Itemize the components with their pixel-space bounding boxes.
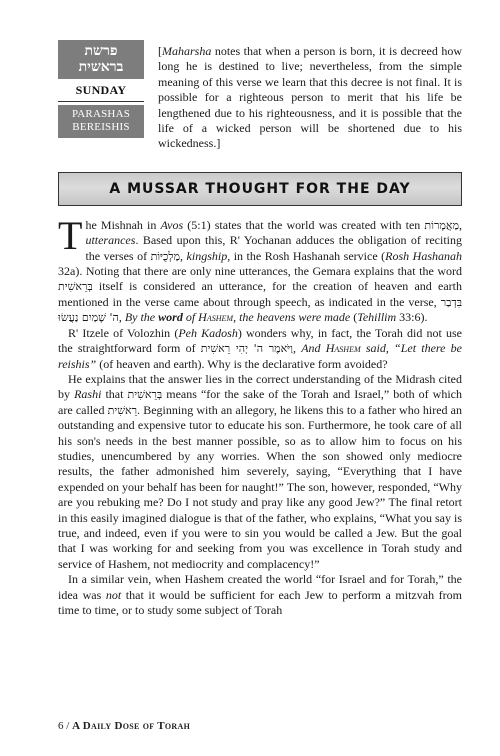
text-italic: Tehillim: [357, 310, 397, 325]
body-text: [58, 212, 463, 619]
text: . Based upon this, R' Yochanan adduces the obligation of reciting the verses of: [85, 233, 462, 263]
footer-separator: /: [63, 720, 73, 732]
text-italic: not: [105, 587, 122, 602]
text: that it would be sufficient for each Jew to perform a mitzvah from time to time, or to study some subject of Torah: [58, 587, 462, 617]
text: , in the Rosh Hashanah service (: [227, 248, 386, 263]
badge-day: SUNDAY: [58, 79, 144, 102]
text-italic: utterances: [85, 233, 136, 248]
hebrew-text: בְּרֵאשִׁית: [58, 280, 93, 294]
text: that: [101, 387, 128, 402]
text-italic: kingship: [186, 248, 228, 263]
text-italic: And: [301, 341, 326, 356]
text: he Mishnah in: [85, 217, 161, 232]
page-footer: [58, 720, 190, 732]
page: [58, 40, 462, 618]
text-smallcaps: Hashem: [325, 341, 361, 356]
text: (5:1) states that the world was created with ten: [183, 217, 425, 232]
text: (: [350, 310, 358, 325]
hebrew-text: בִּדְבַר ה' שָׁמַיִם נַעֲשׂוּ: [58, 295, 462, 325]
hebrew-text: מַלְכֻיּוֹת: [150, 249, 181, 263]
text-italic: Rashi: [74, 387, 102, 402]
badge-hebrew: [58, 40, 144, 79]
hebrew-text: בְּרֵאשִׁית: [127, 388, 163, 402]
text: R' Itzele of Volozhin (: [68, 325, 179, 340]
text: 33:6).: [396, 310, 428, 325]
text: ) wonders why, in fact, the Torah did not use the straightforward form of: [58, 325, 463, 356]
text: ,: [459, 217, 462, 232]
badge-hebrew-line1: פרשת: [84, 43, 118, 59]
text: means “for the sake of the Torah and Israel,” both of which are called: [58, 387, 463, 417]
page-number: 6: [58, 720, 64, 732]
text: (of heaven and earth). Why is the declarative form avoided?: [96, 356, 388, 371]
text: . Beginning with an allegory, he likens this to a father who hired an outstanding and expensive tutor to educate his son. Furthermore, he took care of all his son's needs in the best manner possible, so as to allow him to focus on his studies, unencumbered by any worries. When the son showed only mediocre results, the father admonished him severely, saying, “Everything that I have expended on your behalf has been for naught!” The son, however, responded, “Why are you rebuking me? Do I not study and pray like any good Jew?” The final retort in this easily imagined dialogue is that of the father, who explains, “What you say is true, and indeed, even if you were to sin you would be called a Jew. But the goal that I was working for and seeking from you was excellence in Torah study and service of Hashem, not mediocrity and complacency!”: [58, 402, 463, 571]
text-italic: , the heavens were made: [233, 310, 351, 325]
text-italic: Avos: [160, 217, 184, 232]
text: 32a). Noting that there are only nine utterances, the Gemara explains that the word: [58, 264, 462, 279]
text: ,: [292, 341, 302, 356]
intro-paragraph: [158, 40, 462, 152]
text: itself is considered an utterance, for the creation of heaven and earth mentioned in the verse came about through speech, as indicated in the verse,: [58, 279, 462, 309]
drop-cap: T: [58, 212, 83, 258]
text-smallcaps: Hashem: [198, 310, 234, 325]
hebrew-text: מַאֲמָרוֹת: [424, 218, 459, 232]
badge-hebrew-line2: בראשית: [78, 59, 124, 75]
text-italic: Rosh Hashanah: [385, 248, 462, 263]
intro-bracket: [: [158, 44, 162, 58]
book-title: A Daily Dose of Torah: [72, 720, 191, 732]
parasha-badge: [58, 40, 144, 138]
text-italic: of: [182, 310, 199, 325]
hebrew-text: רֵאשִׁית: [107, 403, 138, 417]
badge-parasha-line2: BEREISHIS: [72, 121, 130, 133]
text-italic: By the: [124, 310, 159, 325]
paragraph-2: [58, 326, 462, 372]
badge-parasha: [58, 105, 144, 138]
paragraph-1: [58, 212, 462, 326]
section-title: A MUSSAR THOUGHT FOR THE DAY: [109, 180, 411, 197]
intro-text: notes that when a person is born, it is decreed how long he is destined to live; nevertheless, from the simple meaning of this verse we learn that this decree is not final. It is possible for a righteous person to merit that his life be lengthened due to his righteousness, and it is possible that the life of a wicked person will be shortened due to his wickedness.]: [158, 44, 462, 151]
section-header: [58, 172, 462, 206]
text-italic: Peh Kadosh: [178, 325, 238, 340]
text: In a similar vein, when Hashem created the world “for Israel and for Torah,” the idea was: [58, 572, 462, 602]
intro-author: Maharsha: [162, 44, 212, 58]
badge-parasha-line1: PARASHAS: [71, 108, 131, 120]
text: He explains that the answer lies in the correct understanding of the Midrash cited by: [58, 371, 462, 402]
text: ,: [180, 248, 187, 263]
paragraph-3: [58, 372, 462, 572]
text-italic: said, “Let there be reishis”: [58, 341, 463, 371]
hebrew-text: וַיֹּאמֶר ה' יְהִי רֵאשִׁית: [200, 342, 293, 356]
text-bold-italic: word: [158, 310, 183, 325]
paragraph-4: [58, 572, 462, 618]
text: ,: [118, 310, 125, 325]
